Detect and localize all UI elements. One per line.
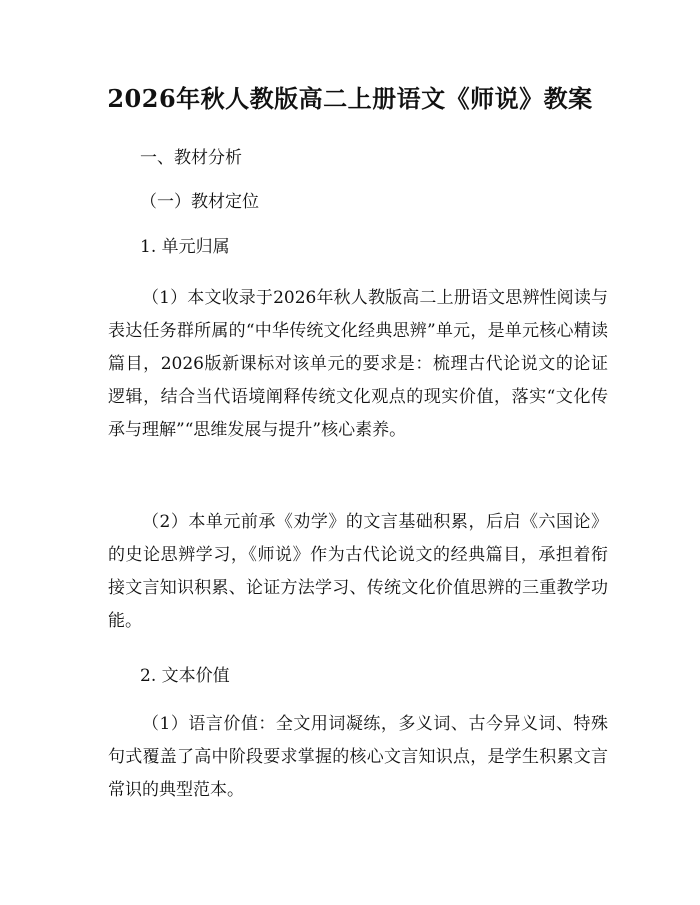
item-heading-unit-belonging: 1. 单元归属 xyxy=(140,237,230,257)
paragraph-language-value: （1）语言价值：全文用词凝练，多义词、古今异义词、特殊句式覆盖了高中阶段要求掌握的核心文言知识点，是学生积累文言常识的典型范本。 xyxy=(108,714,608,800)
item-heading-text-value: 2. 文本价值 xyxy=(140,666,230,686)
paragraph-unit-belonging-2: （2）本单元前承《劝学》的文言基础积累，后启《六国论》的史论思辨学习，《师说》作为古代论说文的经典篇目，承担着衔接文言知识积累、论证方法学习、传统文化价值思辨的三重教学功能。 xyxy=(108,512,608,631)
subsection-heading-textbook-position: （一）教材定位 xyxy=(140,192,259,212)
section-heading-textbook-analysis: 一、教材分析 xyxy=(140,148,242,168)
document-title: 2026年秋人教版高二上册语文《师说》教案 xyxy=(107,84,593,113)
paragraph-unit-belonging-1: （1）本文收录于2026年秋人教版高二上册语文思辨性阅读与表达任务群所属的“中华传统文化经典思辨”单元，是单元核心精读篇目，2026版新课标对该单元的要求是：梳理古代论说文的论证逻辑，结合当代语境阐释传统文化观点的现实价值，落实“文化传承与理解”“思维发展与提升”核心素养。 xyxy=(108,288,608,440)
